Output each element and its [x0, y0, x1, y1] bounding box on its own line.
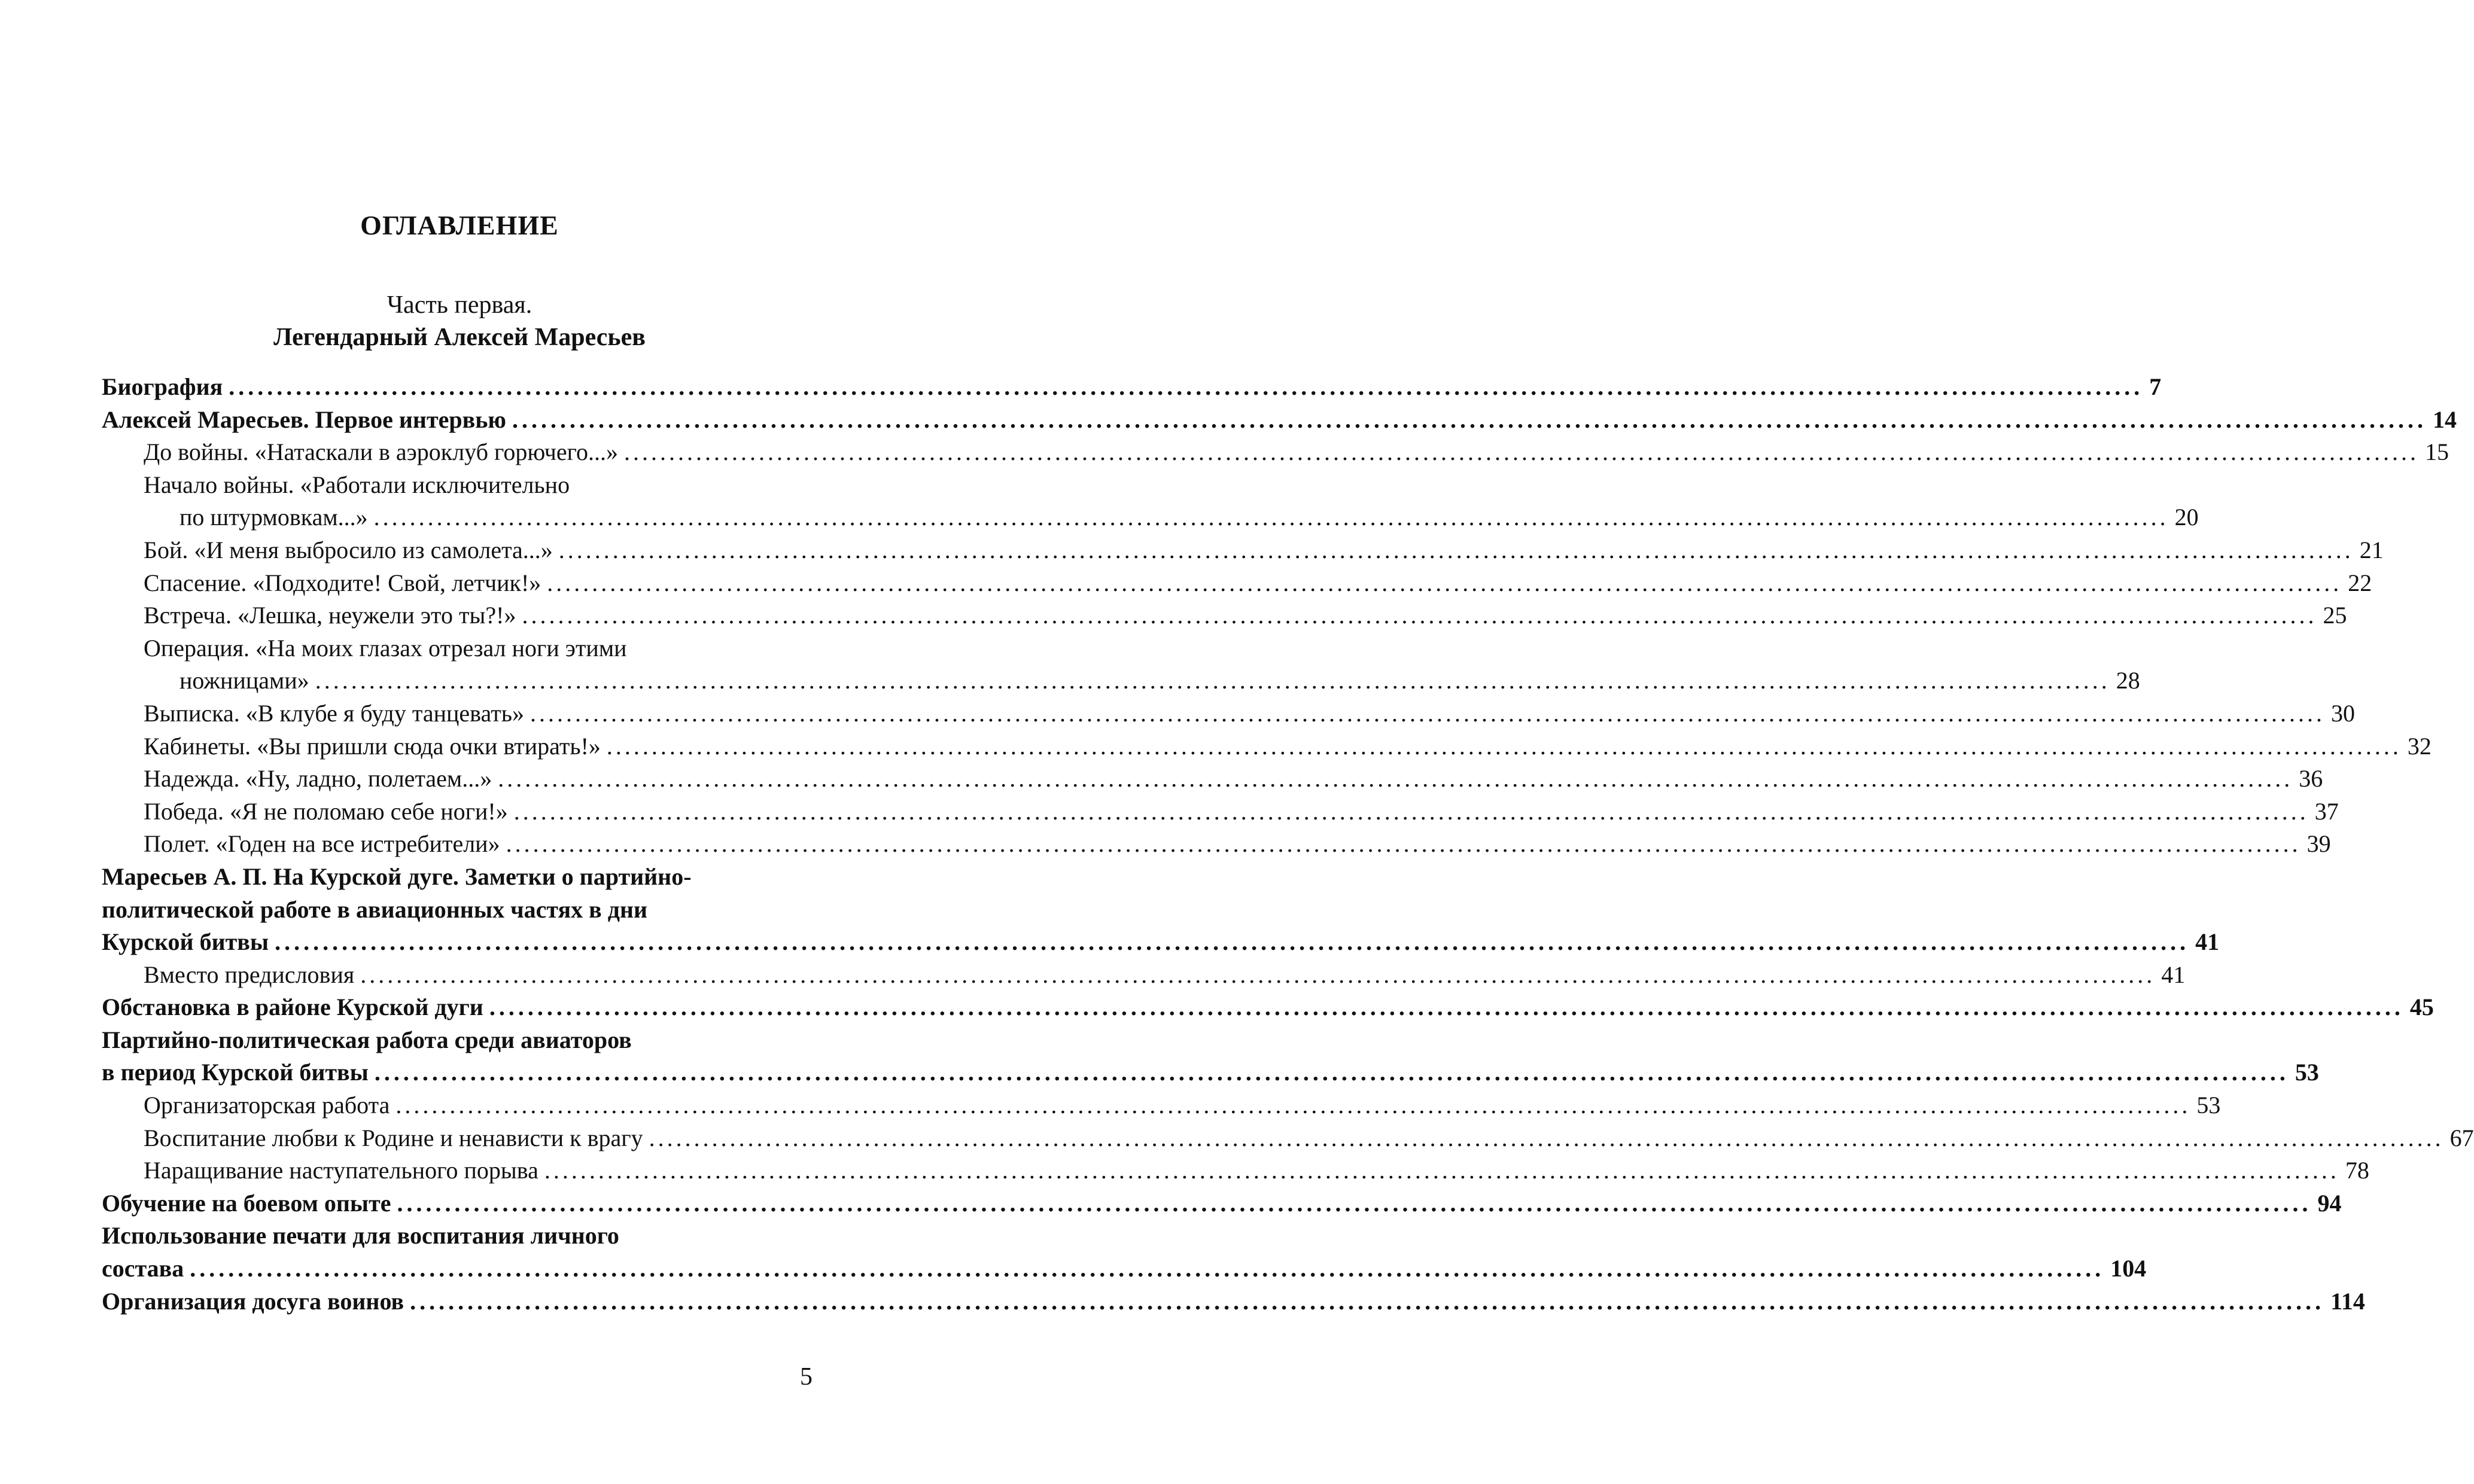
dot-leader: ........................................................................................................................................................................................................: [506, 830, 2301, 858]
toc-entry-line: [144, 828, 2331, 861]
toc-entry: [102, 404, 2457, 437]
toc-entry-title: Встреча. «Лешка, неужели это ты?!»: [144, 602, 516, 629]
toc-entry-line: [102, 926, 2220, 959]
toc-entry: [102, 599, 2347, 632]
toc-entry-line: [102, 404, 2457, 437]
toc-entry-line: [144, 632, 808, 665]
toc-page-number: 53: [2295, 1059, 2319, 1086]
toc-entry-title: Бой. «И меня выбросило из самолета...»: [144, 536, 553, 563]
toc-entry-line: [144, 534, 2384, 567]
toc-entry-title: Надежда. «Ну, ладно, полетаем...»: [144, 765, 492, 793]
toc-entry-line: [144, 1122, 2474, 1155]
toc-entry-title: Вместо предисловия: [144, 961, 355, 988]
toc-entry-line: [144, 763, 2323, 796]
toc-entry-line: [102, 1220, 808, 1253]
toc-page-number: 94: [2317, 1189, 2342, 1217]
toc-entry-line: [144, 665, 2140, 697]
toc-entry: [102, 632, 2140, 697]
dot-leader: ........................................................................................................................................................................................................: [513, 797, 2309, 825]
toc-page-number: 15: [2425, 438, 2449, 466]
dot-leader: ........................................................................................................................................................................................................: [624, 438, 2420, 466]
toc-entry-line: [102, 1285, 2365, 1318]
toc-entry-title: политической работе в авиационных частях в дни: [102, 895, 648, 923]
toc-entry-title: До войны. «Натаскали в аэроклуб горючего...»: [144, 438, 619, 466]
toc-list: [102, 371, 2474, 1318]
toc-entry: [102, 959, 2186, 992]
toc-entry-line: [144, 469, 808, 502]
toc-entry: [102, 567, 2372, 600]
toc-entry-title: Курской битвы: [102, 928, 269, 956]
dot-leader: ........................................................................................................................................................................................................: [547, 569, 2342, 596]
toc-entry-title: Обстановка в районе Курской дуги: [102, 994, 483, 1021]
toc-entry: [102, 730, 2432, 763]
toc-entry: [102, 828, 2331, 861]
toc-page-number: 53: [2196, 1092, 2221, 1119]
toc-entry-line: [102, 894, 808, 927]
dot-leader: ........................................................................................................................................................................................................: [397, 1189, 2312, 1217]
toc-entry-title: Партийно-политическая работа среди авиаторов: [102, 1026, 632, 1053]
toc-page-number: 20: [2174, 504, 2199, 531]
toc-page-number: 25: [2323, 602, 2347, 629]
toc-entry-title: Наращивание наступательного порыва: [144, 1157, 538, 1184]
dot-leader: ........................................................................................................................................................................................................: [374, 1059, 2289, 1086]
toc-entry-line: [102, 1253, 2147, 1285]
toc-entry-title: ножницами»: [179, 667, 309, 694]
dot-leader: ........................................................................................................................................................................................................: [275, 928, 2190, 956]
toc-page-number: 78: [2345, 1157, 2369, 1184]
toc-entry: [102, 1220, 2147, 1285]
toc-page-number: 41: [2161, 961, 2186, 988]
toc-entry-line: [144, 436, 2449, 469]
dot-leader: ........................................................................................................................................................................................................: [558, 536, 2354, 563]
toc-entry: [102, 1187, 2342, 1220]
toc-entry: [102, 1285, 2365, 1318]
toc-page-number: 37: [2314, 797, 2339, 825]
toc-page-number: 67: [2449, 1124, 2474, 1151]
toc-entry-line: [144, 697, 2355, 730]
dot-leader: ........................................................................................................................................................................................................: [606, 732, 2402, 760]
toc-entry: [102, 991, 2434, 1024]
toc-entry-title: Организаторская работа: [144, 1092, 390, 1119]
toc-entry: [102, 1024, 2319, 1089]
toc-entry-line: [144, 959, 2186, 992]
dot-leader: ........................................................................................................................................................................................................: [498, 765, 2293, 793]
toc-entry-line: [102, 1187, 2342, 1220]
toc-page-number: 114: [2330, 1287, 2365, 1315]
dot-leader: ........................................................................................................................................................................................................: [489, 994, 2404, 1021]
toc-entry: [102, 1089, 2221, 1122]
toc-page-number: 104: [2110, 1255, 2147, 1282]
dot-leader: ........................................................................................................................................................................................................: [544, 1157, 2339, 1184]
toc-page-number: 36: [2299, 765, 2323, 793]
toc-entry-line: [144, 501, 2199, 534]
toc-entry-title: Начало войны. «Работали исключительно: [144, 471, 570, 498]
toc-page-number: 7: [2149, 373, 2162, 400]
toc-entry-line: [144, 567, 2372, 600]
toc-entry-title: Операция. «На моих глазах отрезал ноги этими: [144, 634, 627, 662]
toc-page-number: 22: [2348, 569, 2372, 596]
toc-entry: [102, 861, 2220, 959]
toc-entry-title: Спасение. «Подходите! Свой, летчик!»: [144, 569, 541, 596]
toc-entry-title: Воспитание любви к Родине и ненависти к врагу: [144, 1124, 643, 1151]
dot-leader: ........................................................................................................................................................................................................: [229, 373, 2144, 400]
dot-leader: ........................................................................................................................................................................................................: [530, 699, 2325, 727]
toc-entry-title: Победа. «Я не поломаю себе ноги!»: [144, 797, 508, 825]
toc-entry-line: [144, 599, 2347, 632]
toc-entry-line: [144, 1089, 2221, 1122]
page-number: 5: [800, 1363, 813, 1391]
toc-entry: [102, 469, 2199, 534]
dot-leader: ........................................................................................................................................................................................................: [649, 1124, 2444, 1151]
dot-leader: ........................................................................................................................................................................................................: [395, 1092, 2191, 1119]
toc-entry-title: Полет. «Годен на все истребители»: [144, 830, 500, 858]
toc-entry-title: Биография: [102, 373, 223, 400]
toc-page-number: 21: [2359, 536, 2384, 563]
toc-page-number: 32: [2407, 732, 2432, 760]
toc-entry-title: Маресьев А. П. На Курской дуге. Заметки о партийно-: [102, 863, 692, 890]
toc-entry-title: Организация досуга воинов: [102, 1287, 404, 1315]
toc-entry: [102, 436, 2449, 469]
toc-entry: [102, 796, 2339, 828]
toc-entry-line: [144, 1154, 2369, 1187]
toc-entry: [102, 534, 2384, 567]
toc-entry-line: [102, 1056, 2319, 1089]
toc-entry: [102, 697, 2355, 730]
toc-entry-line: [102, 371, 2162, 404]
toc-entry-line: [102, 1024, 808, 1057]
dot-leader: ........................................................................................................................................................................................................: [315, 667, 2110, 694]
toc-entry-line: [144, 796, 2339, 828]
dot-leader: ........................................................................................................................................................................................................: [360, 961, 2156, 988]
toc-page-number: 14: [2432, 406, 2457, 433]
dot-leader: ........................................................................................................................................................................................................: [190, 1255, 2105, 1282]
toc-page-number: 39: [2306, 830, 2331, 858]
part-label: Часть первая.: [387, 291, 532, 319]
toc-entry-title: по штурмовкам...»: [179, 504, 368, 531]
toc-entry-line: [102, 861, 808, 894]
toc-entry-title: Выписка. «В клубе я буду танцевать»: [144, 699, 524, 727]
toc-entry-title: состава: [102, 1255, 184, 1282]
toc-entry-title: Использование печати для воспитания личного: [102, 1222, 619, 1250]
toc-entry-title: Кабинеты. «Вы пришли сюда очки втирать!»: [144, 732, 601, 760]
dot-leader: ........................................................................................................................................................................................................: [410, 1287, 2325, 1315]
toc-heading: ОГЛАВЛЕНИЕ: [360, 210, 559, 240]
toc-page-number: 45: [2409, 994, 2434, 1021]
toc-entry: [102, 371, 2162, 404]
dot-leader: ........................................................................................................................................................................................................: [373, 504, 2169, 531]
toc-entry-title: Обучение на боевом опыте: [102, 1189, 391, 1217]
toc-entry-line: [102, 991, 2434, 1024]
toc-entry: [102, 1122, 2474, 1155]
toc-page-number: 30: [2330, 699, 2355, 727]
dot-leader: ........................................................................................................................................................................................................: [512, 406, 2427, 433]
toc-entry-title: Алексей Маресьев. Первое интервью: [102, 406, 506, 433]
toc-page-number: 41: [2195, 928, 2220, 956]
toc-entry-line: [144, 730, 2432, 763]
toc-entry: [102, 763, 2323, 796]
part-title: Легендарный Алексей Маресьев: [273, 324, 646, 351]
dot-leader: ........................................................................................................................................................................................................: [522, 602, 2317, 629]
toc-entry: [102, 1154, 2369, 1187]
toc-entry-title: в период Курской битвы: [102, 1059, 369, 1086]
toc-page-number: 28: [2116, 667, 2140, 694]
